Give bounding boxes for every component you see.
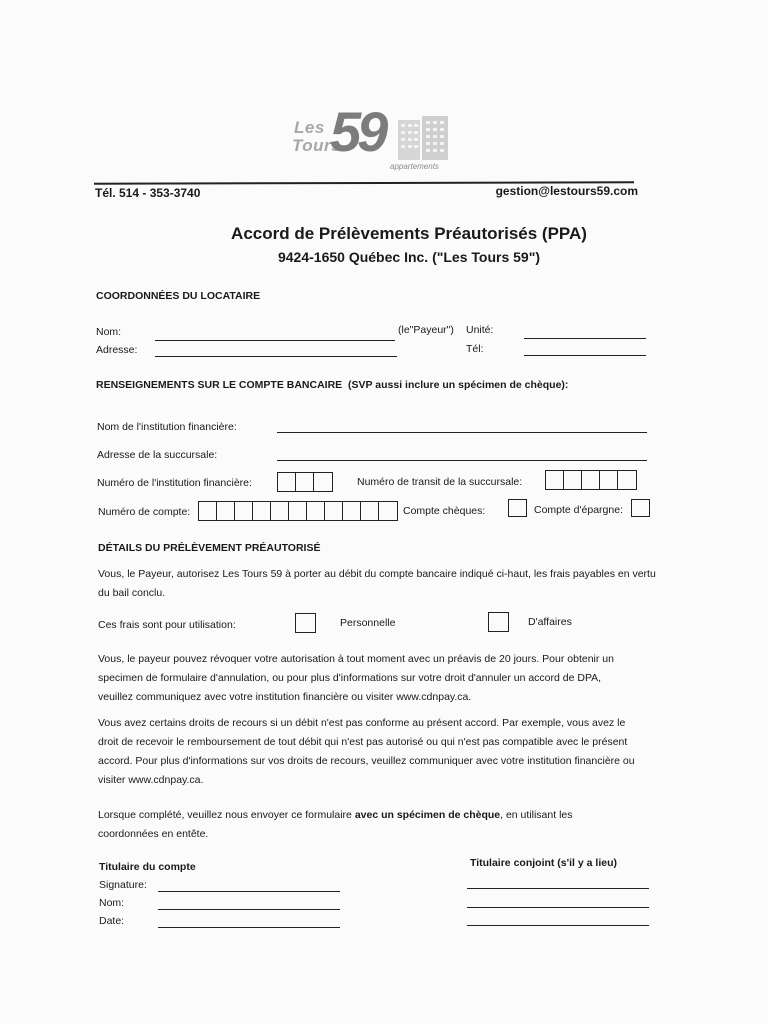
submission-text-bold: avec un spécimen de chèque xyxy=(354,809,501,821)
payer-label: (le"Payeur") xyxy=(398,324,454,336)
digit-box[interactable] xyxy=(199,502,217,520)
details-section-heading: DÉTAILS DU PRÉLÈVEMENT PRÉAUTORISÉ xyxy=(98,542,321,554)
signature-label: Signature: xyxy=(99,879,147,891)
chequing-checkbox[interactable] xyxy=(508,499,527,517)
transit-number-label: Numéro de transit de la succursale: xyxy=(357,476,523,488)
personal-use-checkbox[interactable] xyxy=(295,613,316,633)
joint-holder-heading: Titulaire conjoint (s'il y a lieu) xyxy=(470,857,617,869)
digit-box[interactable] xyxy=(235,502,253,520)
account-holder-heading: Titulaire du compte xyxy=(99,861,196,873)
branch-address-label: Adresse de la succursale: xyxy=(97,449,218,461)
digit-box[interactable] xyxy=(278,473,296,491)
institution-number-boxes[interactable] xyxy=(277,472,333,492)
submission-paragraph xyxy=(98,806,598,844)
unit-field[interactable] xyxy=(524,324,646,339)
unit-label: Unité: xyxy=(466,324,494,336)
digit-box[interactable] xyxy=(618,471,636,489)
business-use-label: D'affaires xyxy=(528,616,572,628)
digit-box[interactable] xyxy=(564,471,582,489)
digit-box[interactable] xyxy=(289,502,307,520)
institution-name-field[interactable] xyxy=(277,418,647,433)
account-number-label: Numéro de compte: xyxy=(98,506,191,518)
chequing-label: Compte chèques: xyxy=(403,505,486,517)
digit-box[interactable] xyxy=(271,502,289,520)
digit-box[interactable] xyxy=(582,471,600,489)
form-subtitle: 9424-1650 Québec Inc. ("Les Tours 59") xyxy=(277,249,540,265)
tenant-tel-field[interactable] xyxy=(524,341,646,356)
business-use-checkbox[interactable] xyxy=(488,612,509,632)
submission-text-end: , en utilisant les coordonnées en entête. xyxy=(98,809,573,840)
tenant-name-field[interactable] xyxy=(155,326,395,341)
account-number-boxes[interactable] xyxy=(198,501,398,521)
revocation-paragraph: Vous, le payeur pouvez révoquer votre autorisation à tout moment avec un préavis de 20 jours. Pour obtenir un specimen de formulaire d'annulation, ou pour plus d'informations sur votre droit d'annuler un accord de DPA, veuillez communiquez avec votre institution financière ou visiter www.cdnpay.ca. xyxy=(98,653,614,703)
joint-name-field[interactable] xyxy=(467,893,649,908)
digit-box[interactable] xyxy=(361,502,379,520)
company-logo xyxy=(292,100,457,174)
logo-les-text: Les xyxy=(294,118,325,137)
digit-box[interactable] xyxy=(379,502,397,520)
recourse-paragraph: Vous avez certains droits de recours si un débit n'est pas conforme au présent accord. Par exemple, vous avez le droit de recevoir le remboursement de tout débit qui n'est pas autorisé ou qui n'est pas compatible avec le présent accord. Pour plus d'informations sur vos droits de recours, veuillez communiquer avec votre institution financière ou visiter www.cdnpay.ca. xyxy=(98,717,635,786)
header-email[interactable]: gestion@lestours59.com xyxy=(495,184,638,198)
authorization-paragraph: Vous, le Payeur, autorisez Les Tours 59 à porter au débit du compte bancaire indiqué ci-haut, les frais payables en vertu du bail conclu. xyxy=(98,568,656,599)
form-title: Accord de Prélèvements Préautorisés (PPA) xyxy=(231,224,587,243)
digit-box[interactable] xyxy=(314,473,332,491)
digit-box[interactable] xyxy=(217,502,235,520)
tenant-section-heading: COORDONNÉES DU LOCATAIRE xyxy=(96,290,261,302)
header-phone: Tél. 514 - 353-3740 xyxy=(95,186,201,200)
bank-section-heading xyxy=(96,379,568,391)
tenant-address-field[interactable] xyxy=(155,342,397,357)
savings-label: Compte d'épargne: xyxy=(534,504,623,516)
digit-box[interactable] xyxy=(253,502,271,520)
bank-heading-text: RENSEIGNEMENTS SUR LE COMPTE BANCAIRE xyxy=(96,379,343,391)
holder-name-field[interactable] xyxy=(158,895,340,910)
name-label: Nom: xyxy=(99,897,125,909)
digit-box[interactable] xyxy=(343,502,361,520)
holder-signature-field[interactable] xyxy=(158,877,340,892)
savings-checkbox[interactable] xyxy=(631,499,650,517)
logo-tours-text: Tours xyxy=(292,136,342,155)
digit-box[interactable] xyxy=(600,471,618,489)
institution-name-label: Nom de l'institution financière: xyxy=(97,421,237,433)
logo-subtitle: appartements xyxy=(390,162,439,171)
usage-label: Ces frais sont pour utilisation: xyxy=(98,619,236,631)
personal-use-label: Personnelle xyxy=(340,617,396,629)
digit-box[interactable] xyxy=(307,502,325,520)
logo-number: 59 xyxy=(330,100,385,163)
digit-box[interactable] xyxy=(296,473,314,491)
joint-date-field[interactable] xyxy=(467,911,649,926)
submission-text-start: Lorsque complété, veuillez nous envoyer ce formulaire xyxy=(98,809,355,821)
transit-number-boxes[interactable] xyxy=(545,470,637,490)
tenant-address-label: Adresse: xyxy=(96,344,138,356)
digit-box[interactable] xyxy=(546,471,564,489)
building-icon xyxy=(396,116,452,162)
tenant-name-label: Nom: xyxy=(96,326,122,338)
tenant-tel-label: Tél: xyxy=(466,343,484,355)
branch-address-field[interactable] xyxy=(277,446,647,461)
digit-box[interactable] xyxy=(325,502,343,520)
date-label: Date: xyxy=(99,915,125,927)
holder-date-field[interactable] xyxy=(158,913,340,928)
institution-number-label: Numéro de l'institution financière: xyxy=(97,477,252,489)
bank-heading-note: (SVP aussi inclure un spécimen de chèque): xyxy=(348,379,569,391)
joint-signature-field[interactable] xyxy=(467,874,649,889)
